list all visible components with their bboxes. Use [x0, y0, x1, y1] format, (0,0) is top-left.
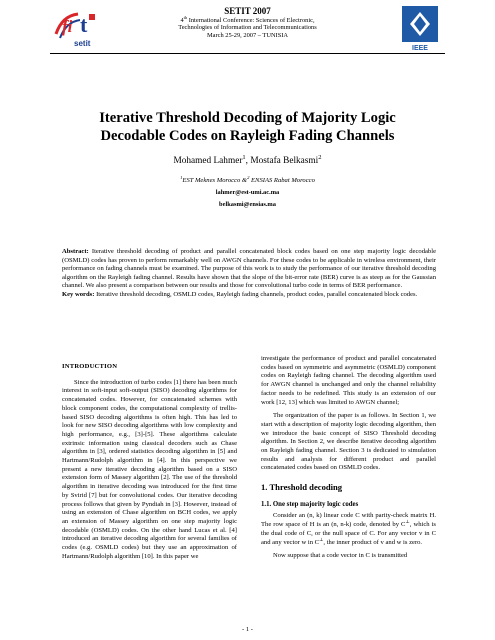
conference-dates: March 25-29, 2007 – TUNISIA [207, 31, 288, 39]
setit-logo-text: setit [74, 39, 91, 48]
author-list: Mohamed Lahmer$^1$, Mostafa Belkasmi$^2$ [173, 153, 322, 166]
ieee-logo [398, 4, 442, 52]
conference-line-2: Technologies of Information and Telecommunications [178, 24, 317, 32]
author-1: Mohamed Lahmer [173, 156, 243, 166]
svg-text:fi: fi [62, 17, 73, 36]
abstract-label: Abstract: [62, 248, 89, 255]
keywords-label: Key words: [62, 290, 95, 298]
intro-paragraph: Since the introduction of turbo codes [1] there has been much interest in soft-input soft-output (SISO) decoding algorithms for concatenated codes. However, for concatenated schemes with block component codes, the computational complexity of trellis-based SISO decoding algorithms is often high. This has led to look for new SISO decoding algorithms with low complexity and high performance, e.g., [3]-[5]. These algorithms calculate extrinsic information using classical decoders such as Chase algorithm in [3], ordered statistics decoding algorithm in [5] and Hartmann/Rudolph algorithm in [4]. In this perspective we present a new iterative decoding algorithm based on a SISO extension form of Massey algorithm [2]. The use of the threshold algorithm in iterative decoding was introduced for the first time by Svirid [7] but for convolutional codes. Our iterative decoding process follows that given by Pyndiah in [3]. However, instead of using an extension of Chase algorithm on BCH codes, we apply an extension of Massey algorithm on one step majority logic decodable (OSMLD) codes. On the other hand Lucas et al. [4] introduced an iterative decoding algorithm for several families of codes (e.g. OSMLD codes) but they use an approximation of Hartmann/Rudolph algorithm [10]. In this paper we [62, 378, 237, 560]
subsection-heading: 1.1. One step majority logic codes [261, 501, 359, 509]
setit-logo [52, 8, 110, 52]
abstract-text: Iterative threshold decoding of product and parallel concatenated block codes based on one step majority logic decodable (OSMLD) codes has proven to perform remarkably well on AWGN channels. For these codes to be applicable in wireless environment, their performance on fading channels must be examined. The purpose of this work is to study the performance of our iterative threshold decoding algorithm on the Rayleigh fading channel. Results have shown that the slope of the bit-error rate (BER) curve is as steep as for the Gaussian channel. We also present a comparison between our results and those for convolutional turbo code in terms of BER performance. [62, 248, 436, 290]
intro-continuation: investigate the performance of product and parallel concatenated codes based on symmetric and asymmetric (OSMLD) component codes on Rayleigh fading channel. The decoding algorithm used for AWGN channel is unchanged and only the channel reliability factor needs to be redefined. This study is an extension of our work [12, 13] which was limited to AWGN channel; [261, 355, 436, 406]
conference-line-1: 4th International Conference: Sciences of Electronic, [180, 14, 315, 24]
author-2-email: belkasmi@ensias.ma [219, 201, 276, 208]
author-1-email: lahmer@est-umi.ac.ma [215, 189, 280, 196]
abstract [62, 248, 436, 299]
ieee-logo-text: IEEE [412, 45, 428, 52]
keywords-text: Iterative threshold decoding, OSMLD codes, Rayleigh fading channels, product codes, parallel concatenated block codes. [94, 290, 418, 298]
svg-text:t: t [80, 12, 88, 37]
left-column [62, 363, 237, 561]
section-heading-introduction: INTRODUCTION [62, 363, 118, 370]
right-column [261, 355, 436, 561]
page-number: - 1 - [242, 626, 253, 633]
organization-paragraph: The organization of the paper is as follows. In Section 1, we start with a description of majority logic decoding algorithm, then we introduce the basic concept of SISO Threshold decoding algorithm. In Section 2, we describe iterative decoding algorithm on Rayleigh fading channel. Section 3 is dedicated to simulation results and analysis for different product and parallel concatenated codes based on OSMLD codes. [261, 412, 436, 472]
transmission-paragraph: Now suppose that a code vector in C is transmitted [273, 552, 408, 560]
section-heading-threshold-decoding: 1. Threshold decoding [261, 482, 343, 493]
affiliations: $^1$EST Meknes Morocco &$^2$ ENSIAS Rabat Morocco [180, 174, 315, 184]
conference-name: SETIT 2007 [224, 6, 271, 16]
conference-header [120, 6, 375, 39]
paper-title: Iterative Threshold Decoding of Majority Logic Decodable Codes on Rayleigh Fading Channels [99, 110, 396, 145]
author-2: Mostafa Belkasmi [250, 156, 319, 166]
code-definition-paragraph: Consider an (n, k) linear code C with parity-check matrix H. The row space of H is an (n, n-k) code, denoted by C⊥, which is the dual code of C, or the null space of C. For any vector v in C and any vector w in C⊥, the inner product of v and w is zero. [261, 512, 436, 546]
header-rule [50, 53, 445, 54]
